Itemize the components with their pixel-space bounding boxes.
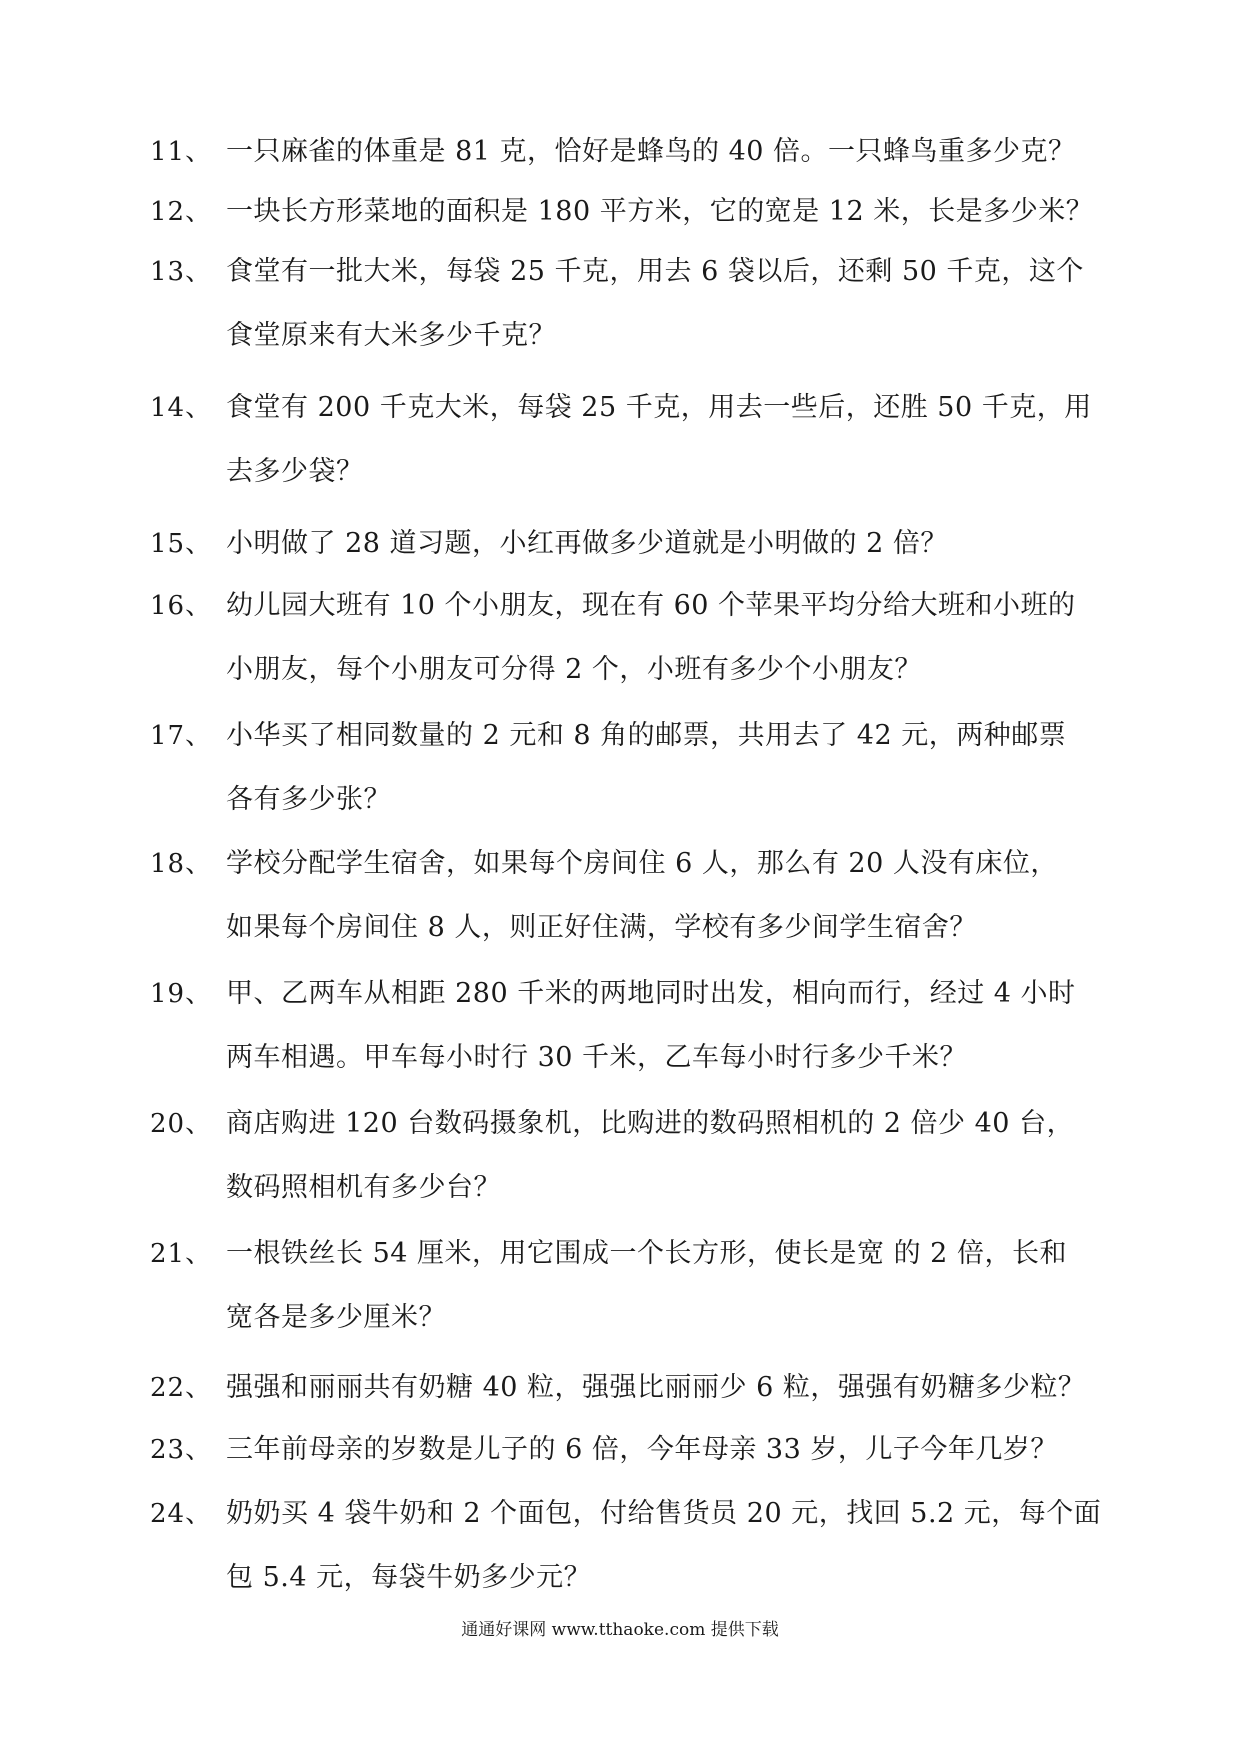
problem-text-line: 去多少袋？ [226,456,364,487]
problem-text-line: 食堂有一批大米，每袋 25 千克，用去 6 袋以后，还剩 50 千克，这个 [226,256,1084,287]
problem-text-line: 一根铁丝长 54 厘米，用它围成一个长方形，使长是宽 的 2 倍，长和 [226,1238,1067,1269]
problem-text-line: 小明做了 28 道习题，小红再做多少道就是小明做的 2 倍？ [226,528,948,559]
problem-text-line: 包 5.4 元，每袋牛奶多少元？ [226,1562,592,1593]
problem-number: 23、 [150,1435,213,1465]
problem-text-line: 食堂原来有大米多少千克？ [226,320,556,351]
problem-text-line: 三年前母亲的岁数是儿子的 6 倍，今年母亲 33 岁，儿子今年几岁？ [226,1434,1058,1465]
footer-source-note: 通通好课网 www.tthaoke.com 提供下载 [461,1620,779,1640]
problem-text-line: 幼儿园大班有 10 个小朋友，现在有 60 个苹果平均分给大班和小班的 [226,590,1076,621]
problem-text-line: 小华买了相同数量的 2 元和 8 角的邮票，共用去了 42 元，两种邮票 [226,720,1067,751]
problem-text-line: 甲、乙两车从相距 280 千米的两地同时出发，相向而行，经过 4 小时 [226,978,1076,1009]
problem-number: 22、 [150,1373,213,1403]
problem-number: 20、 [150,1109,213,1139]
problem-text-line: 食堂有 200 千克大米，每袋 25 千克，用去一些后，还胜 50 千克，用 [226,392,1092,423]
problem-text-line: 学校分配学生宿舍，如果每个房间住 6 人，那么有 20 人没有床位， [226,848,1058,879]
problem-text-line: 两车相遇。甲车每小时行 30 千米，乙车每小时行多少千米？ [226,1042,968,1073]
problem-text-line: 数码照相机有多少台？ [226,1172,501,1203]
problem-number: 18、 [150,849,213,879]
problem-number: 21、 [150,1239,213,1269]
problem-number: 11、 [150,137,213,167]
problem-text-line: 商店购进 120 台数码摄象机，比购进的数码照相机的 2 倍少 40 台， [226,1108,1075,1139]
problem-text-line: 如果每个房间住 8 人，则正好住满，学校有多少间学生宿舍？ [226,912,977,943]
problem-number: 19、 [150,979,213,1009]
problem-text-line: 强强和丽丽共有奶糖 40 粒，强强比丽丽少 6 粒，强强有奶糖多少粒？ [226,1372,1086,1403]
problem-text-line: 宽各是多少厘米？ [226,1302,446,1333]
problem-text-line: 各有多少张？ [226,784,391,815]
problem-number: 12、 [150,197,213,227]
problem-number: 14、 [150,393,213,423]
problem-text-line: 一块长方形菜地的面积是 180 平方米，它的宽是 12 米，长是多少米？ [226,196,1094,227]
problem-number: 15、 [150,529,213,559]
problem-text-line: 小朋友，每个小朋友可分得 2 个，小班有多少个小朋友？ [226,654,922,685]
problem-text-line: 一只麻雀的体重是 81 克，恰好是蜂鸟的 40 倍。一只蜂鸟重多少克？ [226,136,1076,167]
problem-text-line: 奶奶买 4 袋牛奶和 2 个面包，付给售货员 20 元，找回 5.2 元，每个面 [226,1498,1102,1529]
problem-number: 17、 [150,721,213,751]
problem-number: 16、 [150,591,213,621]
problem-number: 13、 [150,257,213,287]
problem-number: 24、 [150,1499,213,1529]
